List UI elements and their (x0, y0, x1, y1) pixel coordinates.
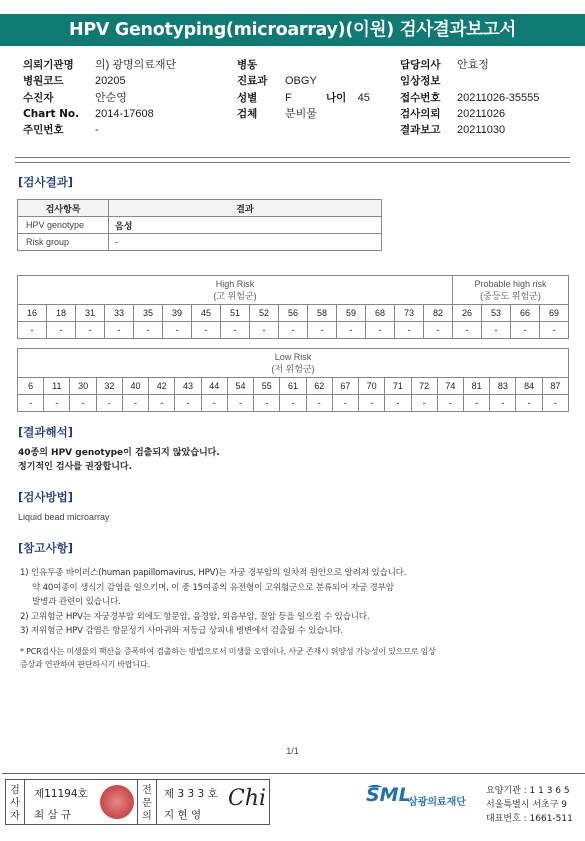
probable-risk-subtitle: (중등도 위험군) (480, 291, 541, 301)
info-value: 안효정 (457, 59, 489, 71)
reference-notes (20, 566, 406, 639)
hpv-value-cell: - (437, 395, 463, 412)
info-row (237, 73, 317, 89)
info-label: 병동 (237, 59, 258, 71)
agency-code: 요양기관 : 1 1 3 6 5 (486, 786, 570, 796)
hpv-value-cell: - (279, 322, 308, 339)
info-label: 결과보고 (400, 124, 441, 137)
probable-risk-title: Probable high risk (474, 279, 547, 289)
col-header-result: 결과 (109, 200, 382, 217)
hpv-value-cell: - (18, 395, 44, 412)
row-item: HPV genotype (18, 217, 109, 234)
specialist-label-char: 문 (142, 798, 152, 809)
info-value: 20211026-35555 (457, 91, 540, 104)
hpv-type-cell: 30 (70, 378, 96, 395)
hpv-type-cell: 81 (463, 378, 489, 395)
hpv-type-cell: 11 (44, 378, 70, 395)
probable-risk-header (453, 276, 569, 305)
info-row (400, 122, 539, 138)
examiner-label-char: 자 (10, 811, 20, 822)
result-table (17, 199, 382, 251)
hpv-type-cell: 68 (366, 305, 395, 322)
divider (24, 780, 25, 824)
hpv-value-cell: - (44, 395, 70, 412)
hpv-type-cell: 33 (105, 305, 134, 322)
note-line: 1) 인유두종 바이러스(human papillomavirus, HPV)는 자궁 경부암의 일차적 원인으로 알려져 있습니다. (20, 568, 407, 578)
org-phone: 대표번호 : 1661-511 (486, 814, 573, 824)
high-risk-subtitle: (고 위험군) (213, 291, 257, 301)
table-row (18, 217, 382, 234)
hpv-value-cell: - (308, 322, 337, 339)
hpv-value-cell: - (201, 395, 227, 412)
info-label: 성별 (237, 91, 258, 104)
divider (156, 780, 157, 824)
hpv-value-cell: - (490, 395, 516, 412)
hpv-value-cell: - (76, 322, 105, 339)
info-value: 20211026 (457, 107, 506, 120)
report-title: HPV Genotyping(microarray)(이원) 검사결과보고서 (0, 14, 585, 46)
hpv-value-cell: - (463, 395, 489, 412)
logo-text: SML (366, 784, 411, 806)
high-risk-table (17, 275, 569, 339)
info-value: OBGY (285, 75, 317, 88)
low-risk-subtitle: (저 위험군) (271, 364, 315, 374)
method-text: Liquid bead microarray (18, 512, 110, 522)
hpv-type-cell: 61 (280, 378, 306, 395)
hpv-type-cell: 52 (250, 305, 279, 322)
info-row (237, 90, 317, 106)
hpv-value-cell: - (337, 322, 366, 339)
note-line: 2) 고위험군 HPV는 자궁경부암 외에도 항문암, 음경암, 외음부암, 질암 등을 일으킬 수 있습니다. (20, 611, 370, 622)
info-row (237, 57, 317, 73)
note-line: 약 40여종이 생식기 감염을 일으키며, 이 중 15여종의 유전형이 고위험군으로 분류되어 자궁 경부암 (32, 582, 394, 593)
footnote-line: * PCR검사는 미생물의 핵산을 증폭하여 검출하는 방법으로서 미생물 오염이나, 사균 존재시 위양성 가능성이 있으므로 임상 (20, 647, 436, 656)
examiner-name: 최 삼 규 (34, 809, 72, 821)
hpv-type-cell: 42 (149, 378, 175, 395)
hpv-value-cell: - (332, 395, 358, 412)
row-result: - (109, 234, 382, 251)
info-row (23, 73, 176, 89)
hpv-value-cell: - (227, 395, 253, 412)
low-risk-header (18, 349, 569, 378)
patient-info-col3 (400, 57, 539, 138)
hpv-value-cell: - (280, 395, 306, 412)
high-risk-title: High Risk (215, 279, 255, 289)
info-label: Chart No. (23, 107, 80, 120)
info-row (400, 106, 539, 122)
interpretation-text (18, 446, 220, 474)
high-risk-header (18, 276, 453, 305)
result-table-header (18, 200, 382, 217)
hpv-type-cell: 59 (337, 305, 366, 322)
hpv-value-cell: - (105, 322, 134, 339)
hpv-value-cell: - (175, 395, 201, 412)
age-field (326, 90, 370, 106)
info-label: 의뢰기관명 (23, 59, 74, 71)
info-label: 담당의사 (400, 59, 441, 71)
hpv-type-cell: 45 (192, 305, 221, 322)
examiner-no: 제11194호 (34, 788, 88, 800)
low-risk-header-row (18, 349, 569, 378)
hpv-type-cell: 16 (18, 305, 47, 322)
hpv-value-cell: - (254, 395, 280, 412)
hpv-type-cell: 82 (424, 305, 453, 322)
org-contact (486, 784, 573, 826)
hpv-value-cell: - (70, 395, 96, 412)
footer (2, 773, 585, 829)
info-value: 2014-17608 (95, 107, 154, 120)
high-risk-values-row (18, 322, 569, 339)
hpv-value-cell: - (424, 322, 453, 339)
hpv-type-cell: 87 (542, 378, 568, 395)
high-risk-types-row (18, 305, 569, 322)
hpv-value-cell: - (18, 322, 47, 339)
info-label: 진료과 (237, 75, 268, 88)
specialist-label (140, 784, 154, 823)
hpv-type-cell: 44 (201, 378, 227, 395)
info-row (23, 122, 176, 138)
hpv-type-cell: 67 (332, 378, 358, 395)
info-label: 주민번호 (23, 124, 64, 137)
hpv-value-cell: - (250, 322, 279, 339)
hpv-value-cell: - (192, 322, 221, 339)
row-item: Risk group (18, 234, 109, 251)
hpv-type-cell: 84 (516, 378, 542, 395)
hpv-type-cell: 54 (227, 378, 253, 395)
info-label: 검사의뢰 (400, 107, 441, 120)
info-row (23, 57, 176, 73)
hpv-value-cell: - (47, 322, 76, 339)
hpv-value-cell: - (163, 322, 192, 339)
hpv-type-cell: 35 (134, 305, 163, 322)
age-label: 나이 (326, 91, 347, 104)
hpv-value-cell: - (516, 395, 542, 412)
seal-stamp (100, 785, 134, 819)
hpv-value-cell: - (482, 322, 511, 339)
org-address: 서울특별시 서초구 9 (486, 800, 568, 810)
hpv-value-cell: - (306, 395, 332, 412)
info-value: 의) 광명의료재단 (95, 59, 177, 71)
section-result-heading: [검사결과] (18, 175, 73, 189)
info-label: 병원코드 (23, 75, 64, 88)
org-name: 삼광의료재단 (408, 797, 466, 808)
hpv-type-cell: 72 (411, 378, 437, 395)
table-row (18, 234, 382, 251)
info-value: 안순영 (95, 91, 127, 104)
examiner-label-char: 검 (10, 785, 20, 796)
info-label: 수진자 (23, 91, 54, 104)
divider (15, 162, 570, 163)
patient-info-col1 (23, 57, 176, 138)
age-value: 45 (357, 91, 370, 104)
hpv-type-cell: 6 (18, 378, 44, 395)
info-value: 분비물 (285, 107, 317, 120)
hpv-value-cell: - (149, 395, 175, 412)
interpretation-line1-bold: 40종의 HPV genotype (18, 448, 124, 458)
hpv-value-cell: - (542, 395, 568, 412)
low-risk-table (17, 348, 569, 412)
info-value: F (285, 91, 292, 104)
info-row (400, 90, 539, 106)
col-header-item: 검사항목 (18, 200, 109, 217)
logo-swoosh-icon (368, 785, 382, 790)
info-row (23, 90, 176, 106)
info-value: 20211030 (457, 124, 506, 137)
info-row (237, 106, 317, 122)
info-label: 접수번호 (400, 91, 441, 104)
info-label: 임상정보 (400, 75, 441, 88)
hpv-type-cell: 58 (308, 305, 337, 322)
section-method-heading: [검사방법] (18, 490, 73, 504)
hpv-value-cell: - (359, 395, 385, 412)
hpv-type-cell: 32 (96, 378, 122, 395)
hpv-type-cell: 31 (76, 305, 105, 322)
hpv-value-cell: - (122, 395, 148, 412)
hpv-type-cell: 73 (395, 305, 424, 322)
signature-box (5, 779, 270, 825)
hpv-value-cell: - (96, 395, 122, 412)
hpv-type-cell: 51 (221, 305, 250, 322)
footnote-line: 증상과 연관하여 판단하시기 바랍니다. (20, 660, 150, 669)
low-risk-types-row (18, 378, 569, 395)
hpv-type-cell: 18 (47, 305, 76, 322)
hpv-type-cell: 40 (122, 378, 148, 395)
note-line: 3) 저위험군 HPV 감염은 항문성기 사마귀와 저등급 상피내 병변에서 검출될 수 있습니다. (20, 626, 344, 636)
hpv-value-cell: - (395, 322, 424, 339)
specialist-name: 지 현 영 (164, 809, 202, 821)
hpv-type-cell: 62 (306, 378, 332, 395)
hpv-type-cell: 26 (453, 305, 482, 322)
signature: Chi (228, 786, 267, 811)
hpv-value-cell: - (385, 395, 411, 412)
section-reference-heading: [참고사항] (18, 541, 73, 555)
hpv-type-cell: 55 (254, 378, 280, 395)
section-interpretation-heading: [결과해석] (18, 425, 73, 439)
info-row (400, 57, 539, 73)
sml-logo (366, 784, 411, 814)
interpretation-line2: 정기적인 검사를 권장합니다. (18, 462, 133, 472)
low-risk-title: Low Risk (274, 352, 312, 362)
specialist-no: 제 3 3 3 호 (164, 788, 218, 800)
note-line: 발병과 관련이 있습니다. (32, 597, 121, 607)
hpv-type-cell: 71 (385, 378, 411, 395)
row-result: 음성 (109, 217, 382, 234)
divider (15, 157, 570, 158)
low-risk-values-row (18, 395, 569, 412)
hpv-value-cell: - (511, 322, 540, 339)
hpv-type-cell: 53 (482, 305, 511, 322)
specialist-label-char: 전 (142, 785, 152, 796)
examiner-label-char: 사 (10, 798, 20, 809)
info-value: - (95, 124, 99, 137)
hpv-type-cell: 83 (490, 378, 516, 395)
high-risk-header-row (18, 276, 569, 305)
hpv-value-cell: - (134, 322, 163, 339)
hpv-type-cell: 70 (359, 378, 385, 395)
footnote (20, 645, 436, 671)
hpv-value-cell: - (366, 322, 395, 339)
patient-info-col2 (237, 57, 317, 122)
page-number: 1/1 (286, 746, 299, 756)
divider (137, 780, 138, 824)
hpv-type-cell: 56 (279, 305, 308, 322)
hpv-type-cell: 69 (540, 305, 569, 322)
info-label: 검체 (237, 107, 258, 120)
examiner-label (8, 784, 22, 823)
info-row (400, 73, 539, 89)
hpv-value-cell: - (221, 322, 250, 339)
hpv-type-cell: 66 (511, 305, 540, 322)
hpv-type-cell: 43 (175, 378, 201, 395)
info-row (23, 106, 176, 122)
interpretation-line1-rest: 이 검출되지 않았습니다. (123, 448, 220, 458)
hpv-value-cell: - (411, 395, 437, 412)
hpv-value-cell: - (453, 322, 482, 339)
hpv-value-cell: - (540, 322, 569, 339)
hpv-type-cell: 39 (163, 305, 192, 322)
specialist-label-char: 의 (142, 811, 152, 822)
info-value: 20205 (95, 75, 126, 88)
hpv-type-cell: 74 (437, 378, 463, 395)
